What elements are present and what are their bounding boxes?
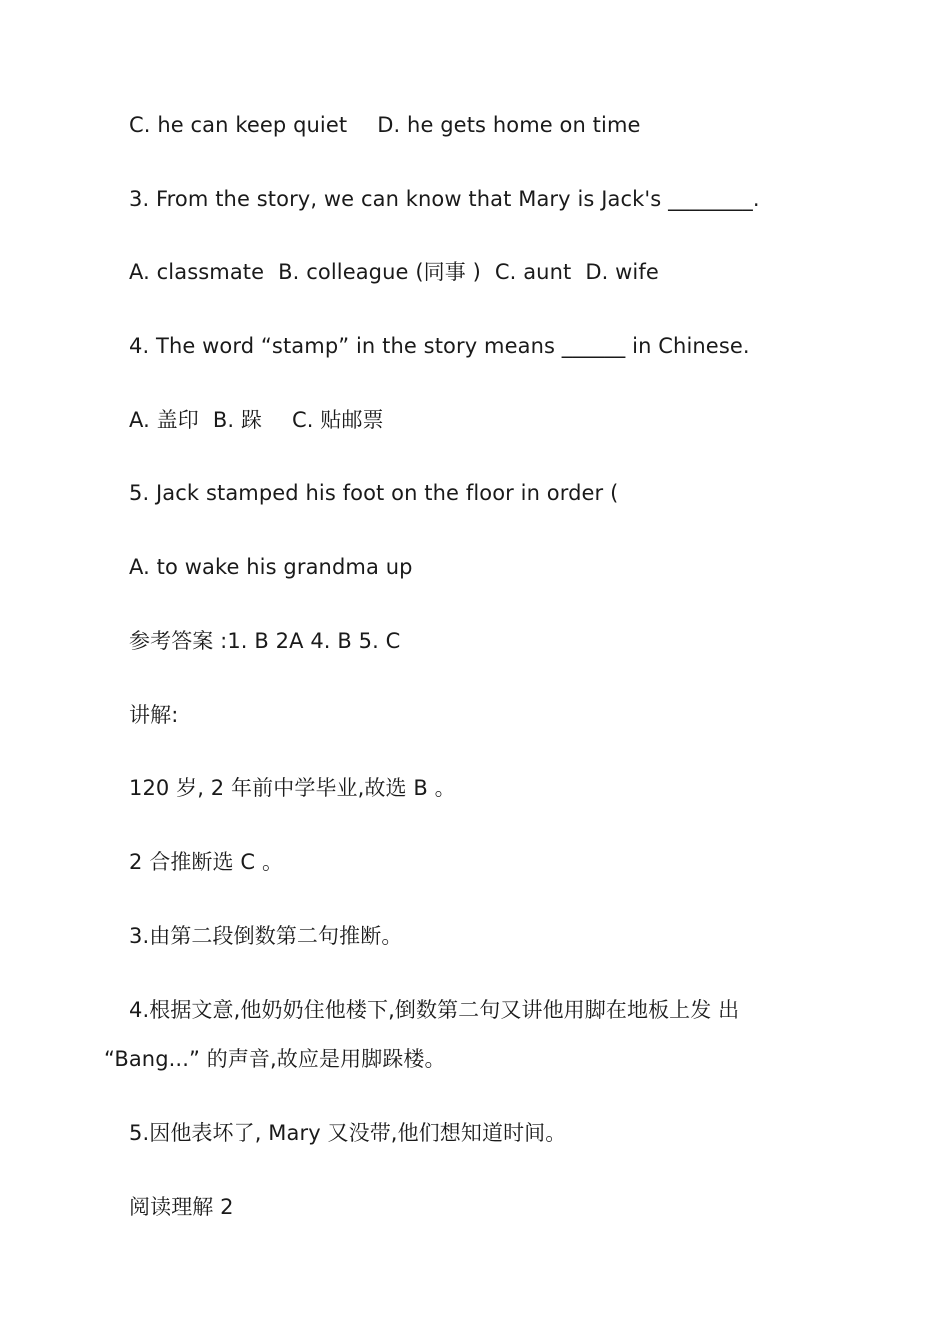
- option-a: A. 盖印: [129, 408, 199, 432]
- option-c: C. aunt: [494, 260, 572, 284]
- question-4-options: [129, 405, 384, 435]
- option-b: B. colleague (同事 ): [278, 260, 481, 284]
- question-4: 4. The word “stamp” in the story means ______ in Chinese.: [129, 334, 750, 358]
- explanation-3: 3.由第二段倒数第二句推断。: [129, 924, 403, 948]
- question-5: 5. Jack stamped his foot on the floor in order (: [129, 481, 619, 505]
- option-c: C. he can keep quiet: [129, 113, 348, 137]
- explanation-1: 120 岁, 2 年前中学毕业,故选 B 。: [129, 776, 456, 800]
- explanation-heading: 讲解:: [129, 703, 179, 727]
- option-line-c-d: [129, 110, 641, 140]
- option-c: C. 贴邮票: [292, 408, 384, 432]
- explanation-4-continued: “Bang...” 的声音,故应是用脚跺楼。: [104, 1047, 446, 1071]
- explanation-5: 5.因他表坏了, Mary 又没带,他们想知道时间。: [129, 1121, 567, 1145]
- question-3-options: [129, 257, 659, 287]
- option-d: D. he gets home on time: [377, 113, 641, 137]
- option-a: A. classmate: [129, 260, 265, 284]
- question-3: 3. From the story, we can know that Mary is Jack's ________.: [129, 187, 760, 211]
- option-d: D. wife: [585, 260, 659, 284]
- section-heading-reading-2: 阅读理解 2: [129, 1195, 234, 1219]
- explanation-4: 4.根据文意,他奶奶住他楼下,倒数第二句又讲他用脚在地板上发 出: [129, 998, 740, 1022]
- answer-key: 参考答案 :1. B 2A 4. B 5. C: [129, 629, 401, 653]
- explanation-2: 2 合推断选 C 。: [129, 850, 284, 874]
- option-b: B. 跺: [212, 408, 263, 432]
- question-5-option-a: A. to wake his grandma up: [129, 555, 413, 579]
